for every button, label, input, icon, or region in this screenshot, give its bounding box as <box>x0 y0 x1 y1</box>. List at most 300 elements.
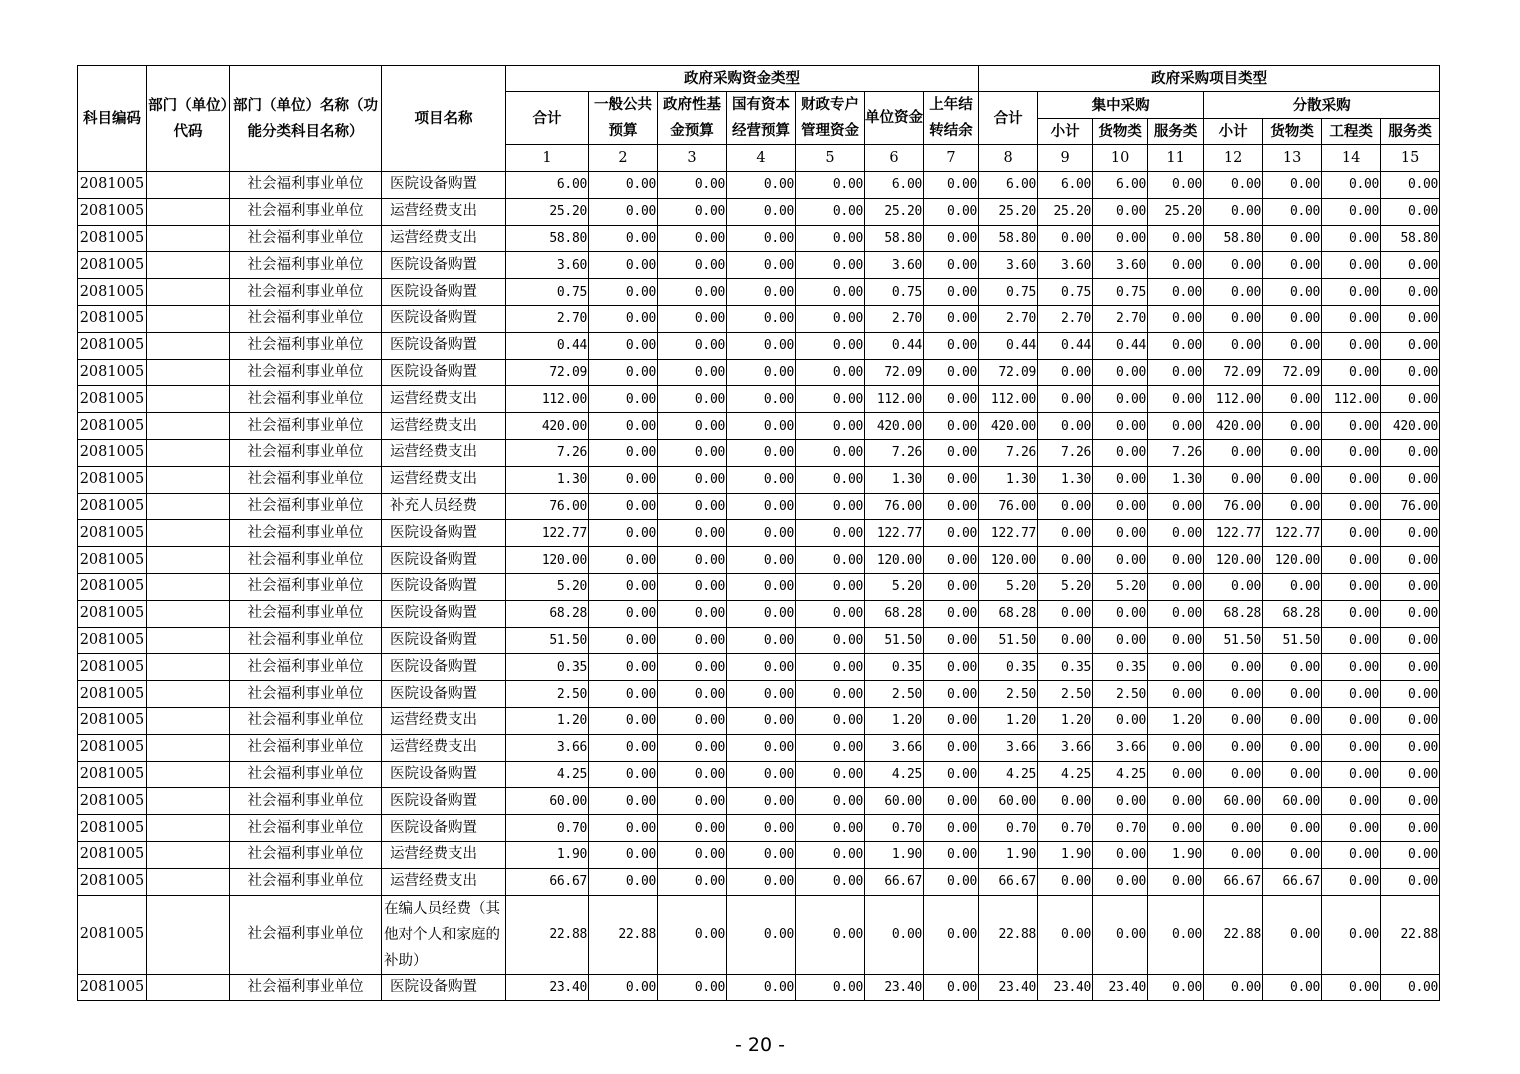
value-cell: 0.00 <box>1093 386 1148 413</box>
table-row <box>78 573 1440 600</box>
value-cell: 0.00 <box>589 573 658 600</box>
table-body <box>78 172 1440 1001</box>
value-cell: 0.00 <box>924 895 979 974</box>
value-cell: 0.00 <box>589 413 658 440</box>
value-cell: 0.00 <box>727 332 796 359</box>
value-cell: 0.00 <box>1204 252 1263 279</box>
value-cell: 2.50 <box>1093 681 1148 708</box>
value-cell: 7.26 <box>865 439 924 466</box>
subject-code-cell: 2081005 <box>78 788 147 815</box>
value-cell: 0.00 <box>1148 520 1204 547</box>
dept-code-cell <box>147 279 230 306</box>
column-number: 4 <box>727 145 796 172</box>
value-cell: 0.00 <box>1263 172 1322 199</box>
value-cell: 0.00 <box>727 974 796 1001</box>
table-row <box>78 895 1440 974</box>
value-cell: 0.00 <box>1381 734 1440 761</box>
table-row <box>78 868 1440 895</box>
value-cell: 58.80 <box>1204 225 1263 252</box>
value-cell: 25.20 <box>979 198 1038 225</box>
value-cell: 0.00 <box>1322 466 1381 493</box>
value-cell: 0.00 <box>1263 198 1322 225</box>
subject-code-cell: 2081005 <box>78 895 147 974</box>
table-row <box>78 493 1440 520</box>
value-cell: 4.25 <box>506 761 589 788</box>
subject-code-cell: 2081005 <box>78 841 147 868</box>
value-cell: 0.00 <box>589 225 658 252</box>
header-proj-central: 集中采购 <box>1038 92 1204 119</box>
value-cell: 0.00 <box>1148 627 1204 654</box>
column-number: 13 <box>1263 145 1322 172</box>
dept-code-cell <box>147 788 230 815</box>
dept-code-cell <box>147 198 230 225</box>
value-cell: 1.30 <box>1038 466 1093 493</box>
value-cell: 72.09 <box>506 359 589 386</box>
project-name-cell: 医院设备购置 <box>382 761 506 788</box>
value-cell: 0.00 <box>1093 707 1148 734</box>
value-cell: 0.00 <box>727 413 796 440</box>
dept-code-cell <box>147 547 230 574</box>
value-cell: 0.00 <box>727 520 796 547</box>
column-number: 3 <box>658 145 727 172</box>
header-fund-general: 一般公共预算 <box>589 92 658 145</box>
value-cell: 0.00 <box>924 520 979 547</box>
value-cell: 0.00 <box>924 868 979 895</box>
column-number: 8 <box>979 145 1038 172</box>
dept-name-cell: 社会福利事业单位 <box>230 413 382 440</box>
value-cell: 0.00 <box>658 841 727 868</box>
value-cell: 0.00 <box>1204 198 1263 225</box>
value-cell: 3.60 <box>506 252 589 279</box>
value-cell: 0.35 <box>1093 654 1148 681</box>
value-cell: 2.70 <box>865 305 924 332</box>
header-proj-total: 合计 <box>979 92 1038 145</box>
header-fund-special: 财政专户管理资金 <box>796 92 865 145</box>
value-cell: 0.00 <box>1204 815 1263 842</box>
value-cell: 66.67 <box>865 868 924 895</box>
value-cell: 0.00 <box>658 895 727 974</box>
value-cell: 0.00 <box>1263 439 1322 466</box>
value-cell: 420.00 <box>1204 413 1263 440</box>
value-cell: 0.00 <box>589 868 658 895</box>
value-cell: 0.00 <box>589 466 658 493</box>
value-cell: 2.50 <box>979 681 1038 708</box>
table-row <box>78 627 1440 654</box>
value-cell: 0.00 <box>1381 466 1440 493</box>
value-cell: 0.00 <box>1322 654 1381 681</box>
value-cell: 51.50 <box>1263 627 1322 654</box>
value-cell: 0.00 <box>1038 493 1093 520</box>
dept-code-cell <box>147 172 230 199</box>
value-cell: 0.00 <box>1093 841 1148 868</box>
value-cell: 0.00 <box>727 707 796 734</box>
project-name-cell: 运营经费支出 <box>382 841 506 868</box>
value-cell: 0.00 <box>1148 895 1204 974</box>
value-cell: 0.00 <box>1322 359 1381 386</box>
value-cell: 0.00 <box>1148 332 1204 359</box>
value-cell: 0.00 <box>658 547 727 574</box>
value-cell: 0.00 <box>658 225 727 252</box>
value-cell: 23.40 <box>979 974 1038 1001</box>
value-cell: 0.00 <box>658 198 727 225</box>
value-cell: 68.28 <box>1263 600 1322 627</box>
header-proj-dispersed: 分散采购 <box>1204 92 1440 119</box>
value-cell: 7.26 <box>979 439 1038 466</box>
column-number: 1 <box>506 145 589 172</box>
value-cell: 0.00 <box>1148 654 1204 681</box>
value-cell: 0.00 <box>589 815 658 842</box>
project-name-cell: 医院设备购置 <box>382 788 506 815</box>
value-cell: 3.60 <box>1038 252 1093 279</box>
value-cell: 0.00 <box>796 439 865 466</box>
value-cell: 0.00 <box>1322 439 1381 466</box>
value-cell: 120.00 <box>506 547 589 574</box>
value-cell: 0.00 <box>1204 974 1263 1001</box>
value-cell: 420.00 <box>506 413 589 440</box>
value-cell: 0.00 <box>1148 252 1204 279</box>
value-cell: 0.00 <box>1322 520 1381 547</box>
table-row <box>78 974 1440 1001</box>
value-cell: 0.00 <box>658 359 727 386</box>
value-cell: 0.00 <box>796 386 865 413</box>
subject-code-cell: 2081005 <box>78 573 147 600</box>
subject-code-cell: 2081005 <box>78 386 147 413</box>
value-cell: 0.00 <box>924 359 979 386</box>
dept-name-cell: 社会福利事业单位 <box>230 600 382 627</box>
project-name-cell: 医院设备购置 <box>382 573 506 600</box>
table-row <box>78 305 1440 332</box>
value-cell: 122.77 <box>506 520 589 547</box>
project-name-cell: 医院设备购置 <box>382 332 506 359</box>
value-cell: 0.00 <box>924 600 979 627</box>
value-cell: 0.00 <box>1322 252 1381 279</box>
value-cell: 0.00 <box>1322 493 1381 520</box>
value-cell: 0.00 <box>658 788 727 815</box>
value-cell: 0.00 <box>796 520 865 547</box>
value-cell: 51.50 <box>865 627 924 654</box>
project-name-cell: 医院设备购置 <box>382 547 506 574</box>
value-cell: 0.00 <box>1093 868 1148 895</box>
value-cell: 0.00 <box>1093 600 1148 627</box>
dept-name-cell: 社会福利事业单位 <box>230 761 382 788</box>
value-cell: 0.00 <box>1381 974 1440 1001</box>
dept-name-cell: 社会福利事业单位 <box>230 279 382 306</box>
dept-name-cell: 社会福利事业单位 <box>230 225 382 252</box>
value-cell: 112.00 <box>865 386 924 413</box>
value-cell: 0.00 <box>1204 332 1263 359</box>
value-cell: 25.20 <box>506 198 589 225</box>
value-cell: 0.00 <box>1148 386 1204 413</box>
value-cell: 122.77 <box>1263 520 1322 547</box>
dept-code-cell <box>147 386 230 413</box>
value-cell: 0.00 <box>796 761 865 788</box>
value-cell: 0.35 <box>506 654 589 681</box>
subject-code-cell: 2081005 <box>78 815 147 842</box>
value-cell: 0.00 <box>1381 359 1440 386</box>
value-cell: 0.00 <box>1322 225 1381 252</box>
value-cell: 0.00 <box>1381 868 1440 895</box>
header-central-subtotal: 小计 <box>1038 119 1093 145</box>
project-name-cell: 在编人员经费（其他对个人和家庭的补助） <box>382 895 506 974</box>
value-cell: 0.00 <box>796 681 865 708</box>
value-cell: 0.00 <box>1263 466 1322 493</box>
dept-name-cell: 社会福利事业单位 <box>230 386 382 413</box>
subject-code-cell: 2081005 <box>78 681 147 708</box>
dept-name-cell: 社会福利事业单位 <box>230 252 382 279</box>
value-cell: 0.00 <box>796 573 865 600</box>
table-row <box>78 520 1440 547</box>
value-cell: 5.20 <box>865 573 924 600</box>
value-cell: 0.00 <box>1263 252 1322 279</box>
value-cell: 0.00 <box>796 332 865 359</box>
value-cell: 0.00 <box>1204 841 1263 868</box>
table-row <box>78 681 1440 708</box>
value-cell: 0.00 <box>1263 761 1322 788</box>
value-cell: 0.00 <box>589 198 658 225</box>
table-row <box>78 172 1440 199</box>
value-cell: 0.00 <box>1322 547 1381 574</box>
value-cell: 60.00 <box>1263 788 1322 815</box>
value-cell: 76.00 <box>865 493 924 520</box>
value-cell: 0.00 <box>1322 734 1381 761</box>
dept-name-cell: 社会福利事业单位 <box>230 815 382 842</box>
value-cell: 0.00 <box>796 974 865 1001</box>
subject-code-cell: 2081005 <box>78 305 147 332</box>
header-fund-carry: 上年结转结余 <box>924 92 979 145</box>
value-cell: 0.00 <box>589 547 658 574</box>
value-cell: 0.00 <box>727 439 796 466</box>
value-cell: 4.25 <box>865 761 924 788</box>
value-cell: 0.00 <box>727 466 796 493</box>
value-cell: 0.00 <box>1263 707 1322 734</box>
value-cell: 58.80 <box>506 225 589 252</box>
table-row <box>78 734 1440 761</box>
dept-name-cell: 社会福利事业单位 <box>230 359 382 386</box>
table-row <box>78 815 1440 842</box>
value-cell: 1.30 <box>979 466 1038 493</box>
dept-code-cell <box>147 520 230 547</box>
dept-name-cell: 社会福利事业单位 <box>230 520 382 547</box>
value-cell: 60.00 <box>506 788 589 815</box>
table-row <box>78 279 1440 306</box>
value-cell: 0.00 <box>658 974 727 1001</box>
value-cell: 0.00 <box>1263 573 1322 600</box>
project-name-cell: 运营经费支出 <box>382 466 506 493</box>
table-row <box>78 707 1440 734</box>
value-cell: 1.30 <box>865 466 924 493</box>
value-cell: 0.00 <box>796 493 865 520</box>
value-cell: 0.00 <box>796 815 865 842</box>
value-cell: 0.00 <box>1381 279 1440 306</box>
value-cell: 6.00 <box>865 172 924 199</box>
value-cell: 0.00 <box>1038 547 1093 574</box>
value-cell: 0.00 <box>1148 305 1204 332</box>
value-cell: 6.00 <box>1093 172 1148 199</box>
value-cell: 0.00 <box>1381 520 1440 547</box>
subject-code-cell: 2081005 <box>78 466 147 493</box>
value-cell: 0.00 <box>1322 332 1381 359</box>
value-cell: 3.60 <box>979 252 1038 279</box>
value-cell: 0.75 <box>865 279 924 306</box>
header-dispersed-subtotal: 小计 <box>1204 119 1263 145</box>
value-cell: 60.00 <box>979 788 1038 815</box>
value-cell: 0.00 <box>1038 627 1093 654</box>
value-cell: 7.26 <box>506 439 589 466</box>
value-cell: 0.00 <box>1093 788 1148 815</box>
value-cell: 0.00 <box>796 788 865 815</box>
subject-code-cell: 2081005 <box>78 707 147 734</box>
value-cell: 0.00 <box>1093 520 1148 547</box>
value-cell: 0.00 <box>658 868 727 895</box>
value-cell: 0.00 <box>796 225 865 252</box>
value-cell: 0.00 <box>1038 413 1093 440</box>
value-cell: 0.00 <box>727 172 796 199</box>
dept-code-cell <box>147 252 230 279</box>
table-header <box>78 66 1440 172</box>
project-name-cell: 医院设备购置 <box>382 359 506 386</box>
value-cell: 0.00 <box>658 252 727 279</box>
value-cell: 0.00 <box>727 627 796 654</box>
dept-code-cell <box>147 413 230 440</box>
value-cell: 0.00 <box>796 252 865 279</box>
dept-code-cell <box>147 573 230 600</box>
project-name-cell: 补充人员经费 <box>382 493 506 520</box>
column-number: 2 <box>589 145 658 172</box>
value-cell: 0.00 <box>1263 895 1322 974</box>
value-cell: 0.00 <box>1263 654 1322 681</box>
dept-code-cell <box>147 841 230 868</box>
subject-code-cell: 2081005 <box>78 225 147 252</box>
value-cell: 0.00 <box>589 252 658 279</box>
value-cell: 0.75 <box>1038 279 1093 306</box>
value-cell: 7.26 <box>1148 439 1204 466</box>
value-cell: 1.90 <box>506 841 589 868</box>
value-cell: 0.00 <box>1038 895 1093 974</box>
header-central-service: 服务类 <box>1148 119 1204 145</box>
header-dept-name: 部门（单位）名称（功能分类科目名称） <box>230 66 382 172</box>
header-dispersed-engineering: 工程类 <box>1322 119 1381 145</box>
value-cell: 0.00 <box>727 788 796 815</box>
value-cell: 1.20 <box>865 707 924 734</box>
value-cell: 0.00 <box>1322 172 1381 199</box>
value-cell: 0.00 <box>1381 815 1440 842</box>
column-number: 14 <box>1322 145 1381 172</box>
dept-code-cell <box>147 225 230 252</box>
project-name-cell: 医院设备购置 <box>382 600 506 627</box>
value-cell: 0.00 <box>1038 359 1093 386</box>
value-cell: 0.00 <box>727 868 796 895</box>
value-cell: 0.00 <box>924 761 979 788</box>
value-cell: 2.70 <box>1038 305 1093 332</box>
value-cell: 0.00 <box>1322 974 1381 1001</box>
value-cell: 120.00 <box>1204 547 1263 574</box>
table-row <box>78 466 1440 493</box>
value-cell: 0.00 <box>658 493 727 520</box>
value-cell: 0.00 <box>1038 868 1093 895</box>
value-cell: 0.44 <box>506 332 589 359</box>
value-cell: 0.00 <box>589 707 658 734</box>
value-cell: 0.00 <box>1093 627 1148 654</box>
header-fund-gov: 政府性基金预算 <box>658 92 727 145</box>
value-cell: 66.67 <box>979 868 1038 895</box>
value-cell: 112.00 <box>979 386 1038 413</box>
value-cell: 0.00 <box>589 974 658 1001</box>
value-cell: 58.80 <box>1381 225 1440 252</box>
project-name-cell: 运营经费支出 <box>382 734 506 761</box>
dept-code-cell <box>147 815 230 842</box>
value-cell: 122.77 <box>865 520 924 547</box>
header-fund-type-group: 政府采购资金类型 <box>506 66 979 92</box>
project-name-cell: 医院设备购置 <box>382 252 506 279</box>
table-row <box>78 654 1440 681</box>
value-cell: 0.00 <box>727 681 796 708</box>
dept-name-cell: 社会福利事业单位 <box>230 707 382 734</box>
value-cell: 0.00 <box>1322 627 1381 654</box>
table-row <box>78 332 1440 359</box>
page-number: - 20 - <box>735 1034 785 1056</box>
value-cell: 60.00 <box>865 788 924 815</box>
dept-code-cell <box>147 439 230 466</box>
value-cell: 0.00 <box>924 573 979 600</box>
value-cell: 2.70 <box>506 305 589 332</box>
dept-name-cell: 社会福利事业单位 <box>230 466 382 493</box>
value-cell: 0.00 <box>796 359 865 386</box>
value-cell: 1.90 <box>979 841 1038 868</box>
column-number: 12 <box>1204 145 1263 172</box>
dept-code-cell <box>147 707 230 734</box>
header-fund-total: 合计 <box>506 92 589 145</box>
dept-name-cell: 社会福利事业单位 <box>230 654 382 681</box>
value-cell: 0.00 <box>796 868 865 895</box>
value-cell: 0.00 <box>1322 841 1381 868</box>
subject-code-cell: 2081005 <box>78 359 147 386</box>
dept-name-cell: 社会福利事业单位 <box>230 172 382 199</box>
value-cell: 66.67 <box>1204 868 1263 895</box>
dept-code-cell <box>147 895 230 974</box>
value-cell: 0.35 <box>1038 654 1093 681</box>
dept-name-cell: 社会福利事业单位 <box>230 788 382 815</box>
value-cell: 0.00 <box>1263 386 1322 413</box>
value-cell: 51.50 <box>979 627 1038 654</box>
subject-code-cell: 2081005 <box>78 761 147 788</box>
value-cell: 0.00 <box>924 252 979 279</box>
value-cell: 0.00 <box>727 654 796 681</box>
table-row <box>78 788 1440 815</box>
table-row <box>78 359 1440 386</box>
value-cell: 68.28 <box>506 600 589 627</box>
dept-name-cell: 社会福利事业单位 <box>230 868 382 895</box>
value-cell: 3.66 <box>979 734 1038 761</box>
value-cell: 0.00 <box>589 279 658 306</box>
project-name-cell: 医院设备购置 <box>382 654 506 681</box>
value-cell: 0.00 <box>1204 761 1263 788</box>
value-cell: 0.00 <box>924 734 979 761</box>
value-cell: 0.00 <box>796 895 865 974</box>
value-cell: 0.00 <box>1093 466 1148 493</box>
value-cell: 0.00 <box>1093 895 1148 974</box>
value-cell: 0.00 <box>1093 547 1148 574</box>
value-cell: 0.00 <box>589 439 658 466</box>
value-cell: 22.88 <box>589 895 658 974</box>
dept-name-cell: 社会福利事业单位 <box>230 681 382 708</box>
value-cell: 0.00 <box>1322 895 1381 974</box>
value-cell: 0.00 <box>589 600 658 627</box>
value-cell: 0.00 <box>1322 681 1381 708</box>
value-cell: 0.00 <box>1093 359 1148 386</box>
dept-name-cell: 社会福利事业单位 <box>230 841 382 868</box>
value-cell: 0.00 <box>658 627 727 654</box>
value-cell: 0.00 <box>727 225 796 252</box>
